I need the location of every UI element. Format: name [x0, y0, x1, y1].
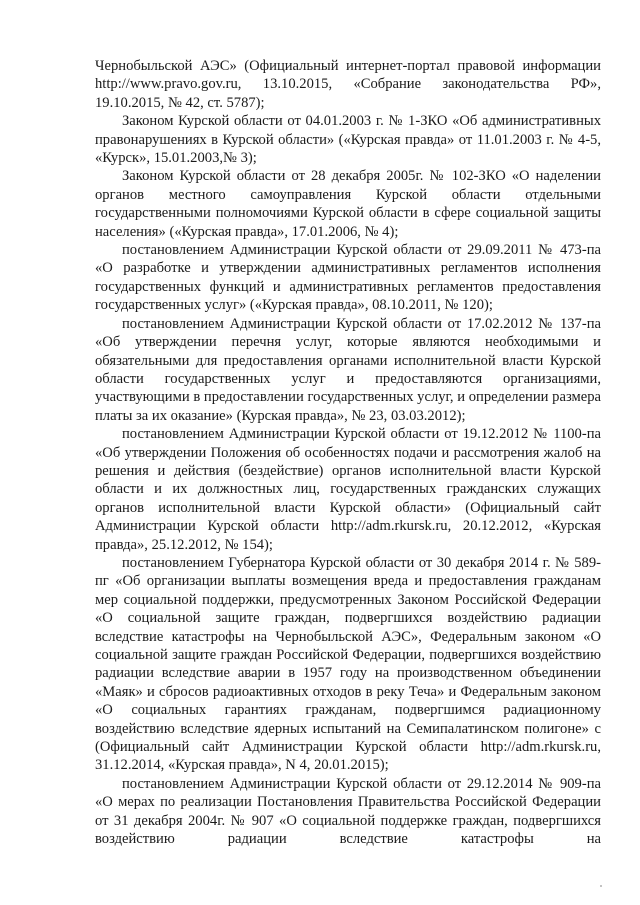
paragraph-kursk-law-2005: Законом Курской области от 28 декабря 2005г. № 102-ЗКО «О наделении органов местного самоуправления Курской области отдельными государственными полномочиями Курской области в сфере социальной защиты населения» («Курская правда», 17.01.2006, № 4); — [95, 168, 601, 240]
scan-artifact-dot — [600, 885, 602, 887]
document-page — [95, 57, 601, 848]
paragraph-resolution-473: постановлением Администрации Курской области от 29.09.2011 № 473-па «О разработке и утверждении административных регламентов исполнения государственных функций и административных регламентов предоставления государственных услуг» («Курская правда», 08.10.2011, № 120); — [95, 242, 601, 314]
paragraph-resolution-1100: постановлением Администрации Курской области от 19.12.2012 № 1100-па «Об утверждении Положения об особенностях подачи и рассмотрения жалоб на решения и действия (бездействие) органов исполнительной власти Курской области и их должностных лиц, государственных гражданских служащих органов исполнительной власти Курской области» (Официальный сайт Администрации Курской области http://adm.rkursk.ru, 20.12.2012, «Курская правда», 25.12.2012, № 154); — [95, 426, 601, 553]
paragraph-kursk-law-2003: Законом Курской области от 04.01.2003 г. № 1-ЗКО «Об административных правонарушениях в Курской области» («Курская правда» от 11.01.2003 г. № 4-5, «Курск», 15.01.2003,№ 3); — [95, 113, 601, 167]
paragraph-resolution-909: постановлением Администрации Курской области от 29.12.2014 № 909-па «О мерах по реализации Постановления Правительства Российской Федерации от 31 декабря 2004г. № 907 «О социальной поддержке граждан, подвергшихся воздействию радиации вследствие катастрофы на — [95, 775, 601, 848]
paragraph-resolution-137: постановлением Администрации Курской области от 17.02.2012 № 137-па «Об утверждении перечня услуг, которые являются необходимыми и обязательными для предоставления органами исполнительной власти Курской области государственных услуг и предоставляются организациями, участвующими в предоставлении государственных услуг, и определении размера платы за их оказание» (Курская правда», № 23, 03.03.2012); — [95, 315, 601, 424]
paragraph-chernobyl-law-continuation: Чернобыльской АЭС» (Официальный интернет-портал правовой информации http://www.pravo.gov.ru, 13.10.2015, «Собрание законодательства РФ», 19.10.2015, № 42, ст. 5787); — [95, 58, 601, 111]
paragraph-governor-resolution-589: постановлением Губернатора Курской области от 30 декабря 2014 г. № 589-пг «Об организации выплаты возмещения вреда и предоставления гражданам мер социальной поддержки, предусмотренных Законом Российской Федерации «О социальной защите граждан, подвергшихся воздействию радиации вследствие катастрофы на Чернобыльской АЭС», Федеральным законом «О социальной защите граждан Российской Федерации, подвергшихся воздействию радиации вследствие аварии в 1957 году на производственном объединении «Маяк» и сбросов радиоактивных отходов в реку Теча» и Федеральным законом «О социальных гарантиях гражданам, подвергшимся радиационному воздействию вследствие ядерных испытаний на Семипалатинском полигоне» с (Официальный сайт Администрации Курской области http://adm.rkursk.ru, 31.12.2014, «Курская правда», N 4, 20.01.2015); — [95, 554, 601, 774]
